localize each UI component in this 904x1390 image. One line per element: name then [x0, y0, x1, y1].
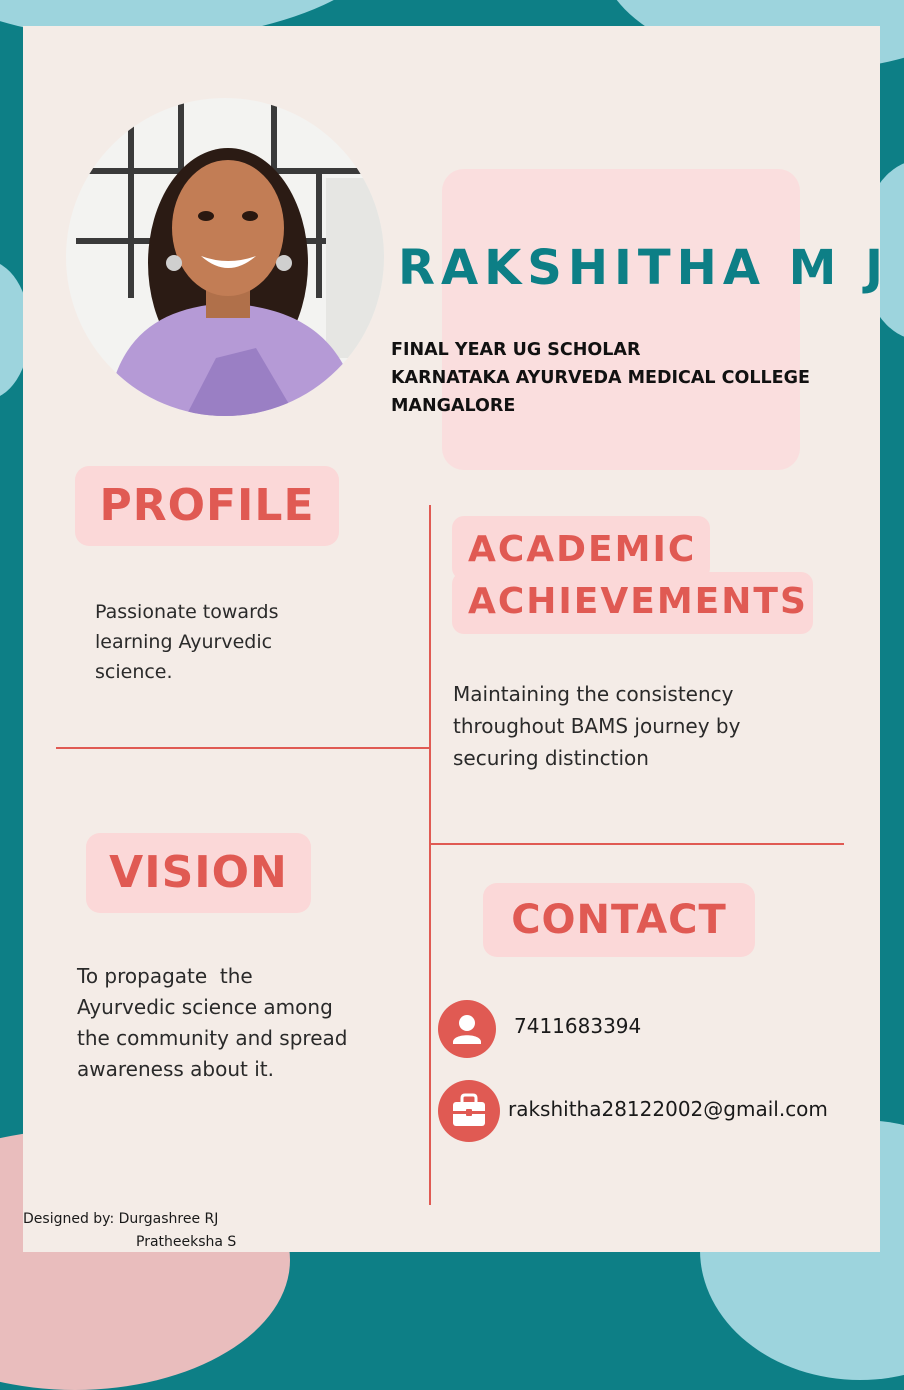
- divider-horizontal-right: [430, 843, 844, 845]
- divider-vertical: [429, 505, 431, 1205]
- vision-text-line-2: Ayurvedic science among: [77, 995, 333, 1019]
- academic-text-line-3: securing distinction: [453, 746, 649, 770]
- subtitle-line-2: KARNATAKA AYURVEDA MEDICAL COLLEGE: [391, 368, 810, 388]
- designer-credit: Designed by: Durgashree RJ: [23, 1211, 219, 1227]
- academic-text: [453, 678, 740, 774]
- profile-text-line-1: Passionate towards: [95, 601, 279, 623]
- email-address[interactable]: rakshitha28122002@gmail.com: [508, 1097, 828, 1121]
- subtitle-line-3: MANGALORE: [391, 396, 516, 416]
- phone-number[interactable]: 7411683394: [514, 1014, 642, 1038]
- vision-text-line-1: To propagate the: [77, 964, 253, 988]
- divider-horizontal-left: [56, 747, 430, 749]
- academic-heading: [468, 524, 808, 628]
- vision-text: [77, 961, 347, 1085]
- vision-heading: VISION: [86, 833, 311, 913]
- person-name: RAKSHITHA M J: [398, 240, 890, 296]
- user-icon: [438, 1000, 496, 1058]
- vision-text-line-3: the community and spread: [77, 1026, 348, 1050]
- designer-credit-second: Pratheeksha S: [136, 1234, 237, 1250]
- name-highlight-block: [442, 169, 800, 470]
- profile-heading: PROFILE: [75, 466, 339, 546]
- bag-icon: [438, 1080, 500, 1142]
- profile-text-line-2: learning Ayurvedic: [95, 631, 273, 653]
- academic-text-line-2: throughout BAMS journey by: [453, 714, 741, 738]
- subtitle-block: [391, 336, 810, 420]
- profile-text-line-3: science.: [95, 661, 173, 683]
- subtitle-line-1: FINAL YEAR UG SCHOLAR: [391, 340, 641, 360]
- profile-text: [95, 597, 279, 687]
- vision-text-line-4: awareness about it.: [77, 1057, 274, 1081]
- academic-heading-line-2: ACHIEVEMENTS: [468, 581, 808, 622]
- contact-heading: CONTACT: [483, 883, 755, 957]
- academic-heading-line-1: ACADEMIC: [468, 529, 697, 570]
- academic-text-line-1: Maintaining the consistency: [453, 682, 734, 706]
- profile-photo: [66, 98, 384, 416]
